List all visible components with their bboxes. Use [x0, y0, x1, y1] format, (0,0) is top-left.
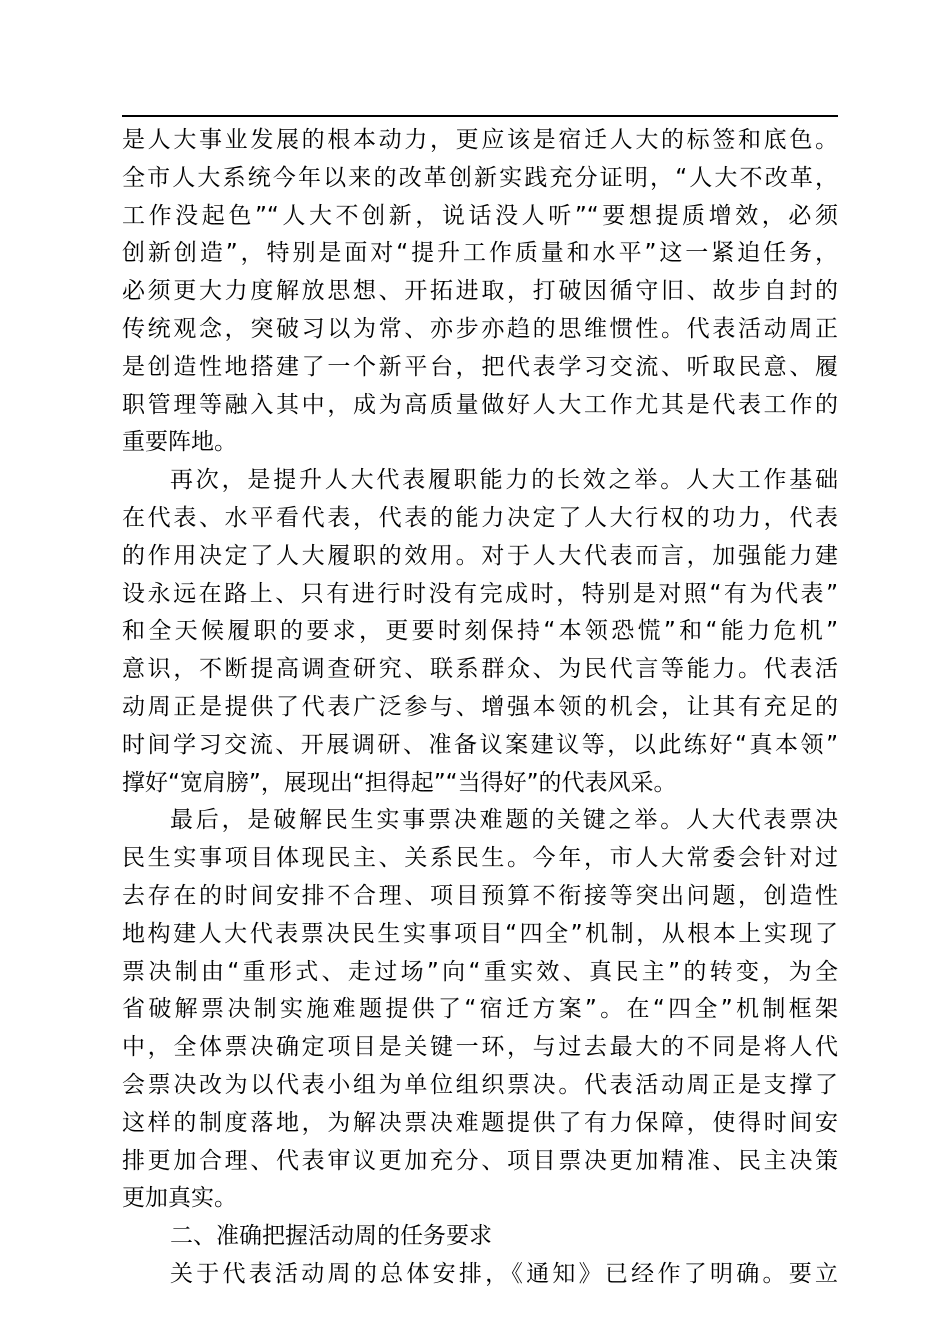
text-line: 创新创造”，特别是面对“提升工作质量和水平”这一紧迫任务， — [122, 240, 838, 267]
text-line: 票决制由“重形式、走过场”向“重实效、真民主”的转变，为全 — [122, 958, 838, 985]
text-line: 重要阵地。 — [122, 429, 237, 456]
text-line: 和全天候履职的要求，更要时刻保持“本领恐慌”和“能力危机” — [122, 618, 838, 645]
text-line: 工作没起色”“人大不创新，说话没人听”“要想提质增效，必须 — [122, 202, 838, 229]
text-line: 传统观念，突破习以为常、亦步亦趋的思维惯性。代表活动周正 — [122, 315, 838, 342]
text-line: 必须更大力度解放思想、开拓进取，打破因循守旧、故步自封的 — [122, 278, 838, 305]
text-line: 二、准确把握活动周的任务要求 — [170, 1223, 492, 1250]
text-line: 设永远在路上、只有进行时没有完成时，特别是对照“有为代表” — [122, 580, 838, 607]
body-text — [122, 122, 838, 1294]
text-line: 时间学习交流、开展调研、准备议案建议等，以此练好“真本领” — [122, 731, 838, 758]
text-line: 省破解票决制实施难题提供了“宿迁方案”。在“四全”机制框架 — [122, 996, 838, 1023]
text-line: 民生实事项目体现民主、关系民生。今年，市人大常委会针对过 — [122, 845, 838, 872]
text-line: 撑好“宽肩膀”，展现出“担得起”“当得好”的代表风采。 — [122, 769, 677, 796]
text-line: 这样的制度落地，为解决票决难题提供了有力保障，使得时间安 — [122, 1109, 838, 1136]
text-line: 再次，是提升人大代表履职能力的长效之举。人大工作基础 — [170, 467, 838, 494]
text-line: 排更加合理、代表审议更加充分、项目票决更加精准、民主决策 — [122, 1147, 838, 1174]
text-line: 去存在的时间安排不合理、项目预算不衔接等突出问题，创造性 — [122, 882, 838, 909]
text-line: 在代表、水平看代表，代表的能力决定了人大行权的功力，代表 — [122, 504, 838, 531]
text-line: 更加真实。 — [122, 1185, 237, 1212]
text-line: 地构建人大代表票决民生实事项目“四全”机制，从根本上实现了 — [122, 920, 838, 947]
text-line: 会票决改为以代表小组为单位组织票决。代表活动周正是支撑了 — [122, 1071, 838, 1098]
header-rule — [122, 115, 838, 117]
text-line: 是创造性地搭建了一个新平台，把代表学习交流、听取民意、履 — [122, 353, 838, 380]
text-line: 最后，是破解民生实事票决难题的关键之举。人大代表票决 — [170, 807, 838, 834]
text-line: 是人大事业发展的根本动力，更应该是宿迁人大的标签和底色。 — [122, 127, 838, 153]
text-line: 关于代表活动周的总体安排，《通知》已经作了明确。要立 — [170, 1260, 838, 1287]
text-line: 职管理等融入其中，成为高质量做好人大工作尤其是代表工作的 — [122, 391, 838, 418]
text-line: 全市人大系统今年以来的改革创新实践充分证明，“人大不改革， — [122, 164, 838, 191]
text-line: 动周正是提供了代表广泛参与、增强本领的机会，让其有充足的 — [122, 693, 838, 720]
text-line: 意识，不断提高调查研究、联系群众、为民代言等能力。代表活 — [122, 656, 838, 683]
text-line: 中，全体票决确定项目是关键一环，与过去最大的不同是将人代 — [122, 1034, 838, 1061]
text-line: 的作用决定了人大履职的效用。对于人大代表而言，加强能力建 — [122, 542, 838, 569]
